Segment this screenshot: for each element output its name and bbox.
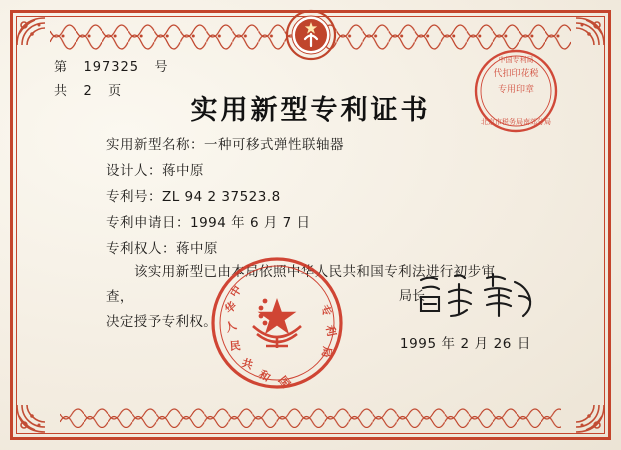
certificate-title: 实用新型专利证书 bbox=[190, 95, 431, 126]
bottom-ornamental-band bbox=[60, 408, 561, 428]
field-value: 1994 年 6 月 7 日 bbox=[190, 215, 311, 231]
svg-text:和: 和 bbox=[256, 367, 273, 385]
field-row bbox=[106, 132, 573, 158]
corner-ornament-icon bbox=[567, 14, 607, 48]
body-line-2: 决定授予专利权。 bbox=[106, 314, 218, 330]
svg-text:国: 国 bbox=[275, 373, 293, 391]
field-label: 专利申请日： bbox=[106, 215, 190, 231]
corner-ornament-icon bbox=[14, 14, 54, 48]
svg-text:专用印章: 专用印章 bbox=[497, 85, 535, 95]
svg-text:华: 华 bbox=[222, 299, 240, 317]
field-label: 设计人： bbox=[106, 163, 162, 179]
tax-stamp-seal bbox=[473, 48, 559, 134]
pages-count: 2 bbox=[83, 84, 93, 99]
svg-text:专: 专 bbox=[317, 302, 335, 319]
corner-ornament-icon bbox=[14, 402, 54, 436]
director-signature bbox=[415, 270, 535, 322]
certificate-number-suffix: 号 bbox=[154, 60, 169, 75]
field-label: 实用新型名称： bbox=[106, 137, 204, 153]
field-value: 蒋中原 bbox=[162, 163, 204, 179]
pages-suffix: 页 bbox=[108, 84, 123, 99]
svg-text:中: 中 bbox=[227, 283, 245, 300]
svg-text:代扣印花税: 代扣印花税 bbox=[493, 69, 539, 79]
svg-text:利: 利 bbox=[323, 323, 339, 338]
field-label: 专利号： bbox=[106, 189, 162, 205]
national-patent-office-seal bbox=[208, 254, 346, 392]
field-row bbox=[106, 158, 573, 184]
field-value: 蒋中原 bbox=[176, 241, 218, 257]
svg-text:人: 人 bbox=[223, 318, 239, 335]
pages-label: 共 bbox=[54, 84, 69, 99]
corner-ornament-icon bbox=[567, 402, 607, 436]
svg-text:局: 局 bbox=[319, 345, 334, 359]
field-row bbox=[106, 184, 573, 210]
field-value: ZL 94 2 37523.8 bbox=[162, 189, 281, 205]
issue-date: 1995 年 2 月 26 日 bbox=[399, 336, 531, 352]
svg-text:共: 共 bbox=[240, 356, 255, 372]
svg-text:北京市税务局南郊分局: 北京市税务局南郊分局 bbox=[481, 118, 551, 126]
body-line-1: 该实用新型已由本局依照中华人民共和国专利法进行初步审查， bbox=[106, 264, 496, 305]
field-row bbox=[106, 210, 573, 236]
field-list bbox=[106, 132, 573, 262]
director-label: 局长 bbox=[398, 289, 425, 304]
svg-text:民: 民 bbox=[229, 339, 242, 353]
certificate-number-label: 第 bbox=[54, 60, 69, 75]
svg-text:中国专利局: 中国专利局 bbox=[498, 56, 534, 64]
certificate-number-value: 197325 bbox=[83, 60, 140, 75]
certificate-number-line bbox=[54, 56, 169, 75]
field-label: 专利权人： bbox=[106, 241, 176, 257]
field-value: 一种可移式弹性联轴器 bbox=[204, 137, 344, 153]
